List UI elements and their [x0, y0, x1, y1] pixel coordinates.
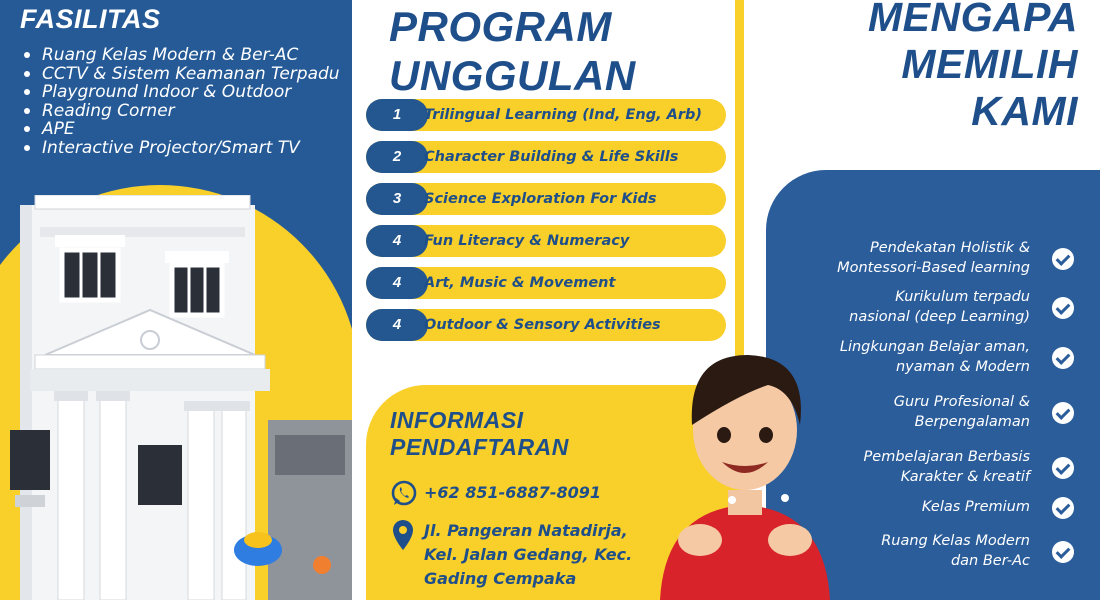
phone-number[interactable]: +62 851-6887-8091 [424, 483, 601, 502]
reason-text [770, 392, 1030, 432]
check-icon [1052, 402, 1074, 424]
program-title [389, 2, 636, 100]
reason-text [770, 531, 1030, 571]
check-icon [1052, 457, 1074, 479]
school-building-image [0, 195, 352, 600]
program-number: 3 [366, 183, 428, 215]
program-item [366, 225, 726, 257]
facilities-section [0, 0, 352, 600]
facility-item: APE [20, 120, 340, 139]
why-title-line2: MEMILIH [901, 41, 1078, 87]
reason-text [770, 337, 1030, 377]
program-title-line2: UNGGULAN [389, 52, 636, 99]
location-pin-icon [392, 519, 414, 551]
why-title-line3: KAMI [971, 88, 1078, 134]
program-title-line1: PROGRAM [389, 3, 612, 50]
program-number: 4 [366, 309, 428, 341]
facility-item: Reading Corner [20, 102, 340, 121]
facilities-title: FASILITAS [20, 4, 161, 34]
facility-item: CCTV & Sistem Keamanan Terpadu [20, 65, 340, 84]
reason-text [770, 287, 1030, 327]
reason-text [770, 497, 1030, 517]
reason-line: Pembelajaran Berbasis [863, 449, 1030, 465]
program-label: Trilingual Learning (Ind, Eng, Arb) [424, 107, 703, 123]
check-icon [1052, 297, 1074, 319]
address-line2: Kel. Jalan Gedang, Kec. [424, 545, 633, 564]
reason-line: Pendekatan Holistik & [869, 240, 1030, 256]
facility-item: Ruang Kelas Modern & Ber-AC [20, 46, 340, 65]
address-line1: Jl. Pangeran Natadirja, [424, 521, 628, 540]
program-number: 4 [366, 267, 428, 299]
program-item [366, 267, 726, 299]
check-icon [1052, 541, 1074, 563]
reason-line: Kelas Premium [921, 499, 1030, 515]
reason-line: Kurikulum terpadu [895, 289, 1030, 305]
program-item [366, 99, 726, 131]
program-label: Outdoor & Sensory Activities [424, 317, 661, 333]
check-icon [1052, 248, 1074, 270]
reason-line: nasional (deep Learning) [849, 309, 1030, 325]
program-number: 1 [366, 99, 428, 131]
facilities-list [20, 46, 340, 157]
reason-line: Montessori-Based learning [837, 260, 1030, 276]
reason-line: nyaman & Modern [895, 359, 1030, 375]
reason-line: Berpengalaman [914, 414, 1030, 430]
program-number: 4 [366, 225, 428, 257]
facility-item: Interactive Projector/Smart TV [20, 139, 340, 158]
address [424, 519, 664, 591]
program-list [366, 99, 726, 351]
program-label: Art, Music & Movement [424, 275, 616, 291]
program-item [366, 183, 726, 215]
why-title-line1: MENGAPA [867, 0, 1078, 40]
program-label: Character Building & Life Skills [424, 149, 679, 165]
reason-line: Karakter & kreatif [900, 469, 1030, 485]
reason-text [770, 447, 1030, 487]
program-number: 2 [366, 141, 428, 173]
registration-title [390, 407, 569, 461]
program-item [366, 141, 726, 173]
reason-line: Guru Profesional & [893, 394, 1030, 410]
reason-text [770, 238, 1030, 278]
address-line3: Gading Cempaka [424, 569, 577, 588]
reason-line: Lingkungan Belajar aman, [839, 339, 1030, 355]
why-title [868, 0, 1078, 135]
check-icon [1052, 347, 1074, 369]
reason-line: dan Ber-Ac [950, 553, 1030, 569]
reason-line: Ruang Kelas Modern [881, 533, 1030, 549]
facility-item: Playground Indoor & Outdoor [20, 83, 340, 102]
check-icon [1052, 497, 1074, 519]
program-label: Science Exploration For Kids [424, 191, 657, 207]
registration-title-line1: INFORMASI [390, 407, 524, 433]
whatsapp-icon [390, 479, 418, 507]
registration-title-line2: PENDAFTARAN [390, 434, 569, 460]
program-item [366, 309, 726, 341]
program-label: Fun Literacy & Numeracy [424, 233, 630, 249]
